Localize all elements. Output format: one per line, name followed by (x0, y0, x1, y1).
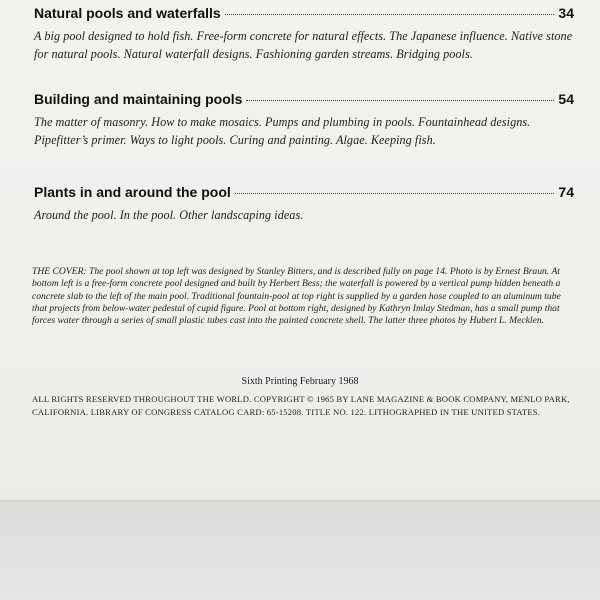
dot-leader (246, 100, 554, 101)
toc-page-number: 34 (558, 5, 574, 21)
toc-page-number: 54 (558, 91, 574, 107)
toc-section-plants (34, 184, 574, 224)
toc-title: Plants in and around the pool (34, 184, 231, 200)
toc-title: Natural pools and waterfalls (34, 5, 221, 21)
copyright-notice: ALL RIGHTS RESERVED THROUGHOUT THE WORLD. COPYRIGHT © 1965 BY LANE MAGAZINE & BOOK COMPANY, MENLO PARK, CALIFORNIA. LIBRARY OF CONGRESS CATALOG CARD: 65-15208. TITLE NO. 122. LITHOGRAPHED IN THE UNITED STATES. (32, 394, 570, 417)
cover-note: THE COVER: The pool shown at top left was designed by Stanley Bitters, and is described fully on page 14. Photo is by Ernest Braun. At bottom left is a free-form concrete pool designed and built by Herbert Bess; the waterfall is powered by a vertical pump hidden beneath a concrete slab to the left of the main pool. Traditional fountain-pool at top right is supplied by a garden hose coupled to an aluminum tube that projects from below-water pedestal of cupid figure. Pool at bottom right, designed by Kathryn Imlay Stedman, has a small pump that forces water through a series of small plastic tubes cast into the painted concrete shell. The latter three photos by Hubert L. Mecklen. (32, 266, 561, 327)
toc-page-number: 74 (558, 184, 574, 200)
toc-description: Around the pool. In the pool. Other landscaping ideas. (34, 208, 304, 222)
toc-description: The matter of masonry. How to make mosaics. Pumps and plumbing in pools. Fountainhead designs. Pipefitter’s primer. Ways to light pools. Curing and painting. Algae. Keeping fish. (34, 115, 531, 147)
table-surface (0, 501, 600, 600)
toc-section-building-pools (34, 91, 574, 149)
toc-section-natural-pools (34, 5, 574, 63)
toc-heading (34, 5, 574, 21)
printing-line: Sixth Printing February 1968 (241, 376, 359, 387)
dot-leader (225, 14, 555, 15)
dot-leader (235, 193, 555, 194)
toc-heading (34, 184, 574, 200)
toc-heading (34, 91, 574, 107)
toc-description: A big pool designed to hold fish. Free-form concrete for natural effects. The Japanese influence. Native stone for natural pools. Natural waterfall designs. Fashioning garden streams. Bridging pools. (34, 29, 573, 61)
toc-title: Building and maintaining pools (34, 91, 243, 107)
